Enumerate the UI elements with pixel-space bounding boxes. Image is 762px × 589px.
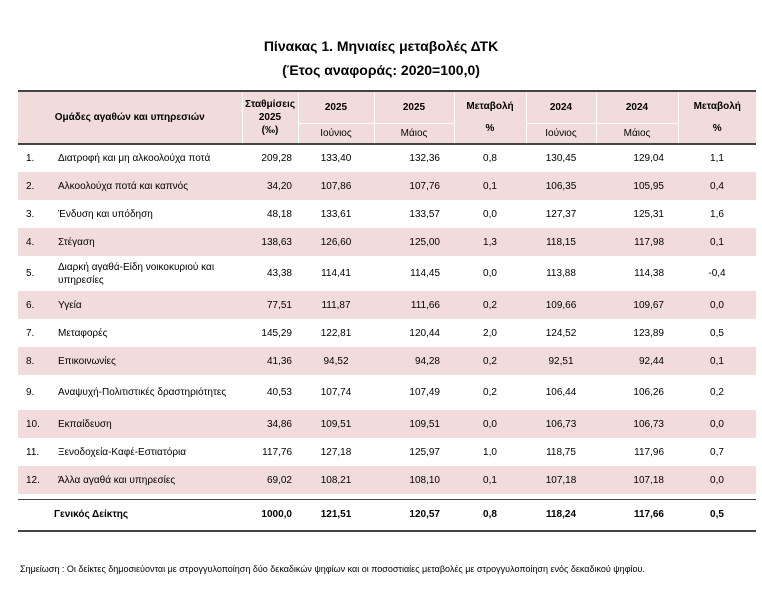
row-may-2025: 111,66: [374, 291, 454, 319]
table-row: [18, 200, 756, 228]
row-jun-2025: 133,40: [320, 153, 352, 164]
row-may-2025: 132,36: [409, 153, 440, 164]
row-label-cell: [18, 200, 242, 228]
row-label: Μεταφορές: [58, 327, 108, 339]
row-may-2025: 94,28: [374, 347, 454, 375]
row-jun-2025: 127,18: [320, 446, 352, 458]
row-jun-2025: 107,86: [298, 172, 374, 200]
row-may-2024: 106,73: [596, 410, 678, 438]
row-may-2024: 107,18: [596, 466, 678, 494]
row-number: 1.: [26, 153, 35, 164]
table-row: [18, 291, 756, 319]
total-may-2025: 120,57: [374, 499, 454, 531]
row-change-2024: 0,0: [678, 410, 756, 438]
row-jun-2025: 126,60: [298, 228, 374, 256]
row-may-2024: 129,04: [633, 153, 664, 164]
row-change-2025: 0,1: [454, 172, 526, 200]
header-weights-line2: 2025: [258, 112, 282, 123]
row-change-2024: -0,4: [708, 268, 726, 279]
footnote: Σημείωση : Οι δείκτες δημοσιεύονται με στρογγυλοποίηση δύο δεκαδικών ψηφίων και οι ποσοστιαίες μεταβολές με στρογγυλοποίηση ενός δεκαδικού ψηφίου.: [20, 564, 645, 574]
row-change-2025: 0,0: [483, 208, 497, 220]
total-jun-2025: 121,51: [298, 499, 374, 531]
table-row: [18, 144, 756, 172]
row-number: 11.: [26, 446, 40, 458]
header-change-2024-pct: %: [712, 122, 722, 134]
row-jun-2025: 107,74: [320, 387, 352, 398]
row-change-2025: 0,2: [454, 347, 526, 375]
row-change-2024: 0,2: [710, 387, 724, 398]
row-may-2024: 117,96: [634, 446, 664, 458]
row-change-2025: 0,0: [483, 268, 497, 279]
total-change-2024: 0,5: [678, 499, 756, 531]
row-change-2025: 1,3: [454, 228, 526, 256]
row-change-2024: 0,7: [710, 446, 724, 458]
table-row: [18, 256, 756, 291]
table-row: [18, 410, 756, 438]
header-change-2025-pct: %: [485, 122, 495, 134]
row-weight: 138,63: [242, 228, 298, 256]
row-number: 12.: [26, 474, 40, 486]
row-number: 10.: [26, 418, 40, 430]
row-may-2024: 123,89: [633, 327, 664, 339]
row-change-2024: 0,0: [678, 291, 756, 319]
row-weight: 77,51: [242, 291, 298, 319]
row-jun-2024: 92,51: [526, 347, 596, 375]
row-jun-2025: 133,61: [320, 208, 352, 220]
row-jun-2024: 106,35: [526, 172, 596, 200]
row-weight: 145,29: [261, 327, 292, 339]
row-change-2025: 0,2: [454, 291, 526, 319]
row-jun-2024: 130,45: [545, 153, 577, 164]
row-change-2025: 2,0: [483, 327, 497, 339]
row-label: Διαρκή αγαθά-Είδη νοικοκυριού και υπηρεσίες: [58, 261, 215, 286]
row-number: 8.: [26, 355, 35, 367]
row-may-2024: 106,26: [633, 387, 664, 398]
header-month-jun-2025: Ιούνιος: [298, 124, 374, 145]
row-label: Υγεία: [58, 299, 82, 311]
row-number: 4.: [26, 236, 35, 248]
row-may-2025: 108,10: [374, 466, 454, 494]
row-label-cell: [18, 438, 242, 466]
row-jun-2024: 106,44: [545, 387, 577, 398]
table-row: [18, 172, 756, 200]
row-change-2024: 1,6: [710, 208, 724, 220]
row-change-2024: 0,5: [710, 327, 724, 339]
header-weights-line3: (‰): [261, 125, 279, 136]
row-weight: 48,18: [266, 208, 292, 220]
header-month-may-2025: Μάιος: [374, 124, 454, 145]
header-change-2024: [678, 91, 756, 144]
cpi-table: [18, 90, 756, 532]
header-change-2025: [454, 91, 526, 144]
row-may-2025: 107,49: [409, 387, 440, 398]
row-label: Επικοινωνίες: [58, 355, 116, 367]
row-change-2024: 1,1: [710, 153, 724, 164]
row-jun-2025: 111,87: [298, 291, 374, 319]
table-row: [18, 228, 756, 256]
row-jun-2025: 114,41: [321, 268, 351, 279]
row-weight: 117,76: [262, 446, 292, 458]
row-may-2025: 133,57: [409, 208, 440, 220]
table-subtitle: (Έτος αναφοράς: 2020=100,0): [282, 62, 480, 78]
row-label-cell: [18, 256, 242, 291]
row-may-2024: 92,44: [596, 347, 678, 375]
row-label: Ξενοδοχεία-Καφέ-Εστιατόρια: [58, 446, 187, 458]
row-number: 9.: [26, 387, 35, 398]
row-change-2024: 0,1: [678, 347, 756, 375]
row-may-2024: 114,38: [634, 268, 664, 279]
row-label: Ένδυση και υπόδηση: [58, 208, 153, 220]
table-title: Πίνακας 1. Μηνιαίες μεταβολές ΔΤΚ: [263, 38, 499, 54]
row-number: 3.: [26, 208, 35, 220]
row-jun-2025: 94,52: [298, 347, 374, 375]
row-number: 2.: [26, 180, 35, 192]
total-may-2024: 117,66: [596, 499, 678, 531]
row-change-2025: 0,0: [454, 410, 526, 438]
header-year-2025-jun: 2025: [298, 91, 374, 124]
row-label-cell: [18, 375, 242, 410]
row-change-2024: 0,1: [678, 228, 756, 256]
row-change-2025: 0,1: [454, 466, 526, 494]
row-change-2025: 0,2: [483, 387, 497, 398]
total-weight: 1000,0: [242, 499, 298, 531]
row-weight: 209,28: [261, 153, 292, 164]
row-jun-2024: 118,15: [526, 228, 596, 256]
table-row: [18, 347, 756, 375]
row-label: Αναψυχή-Πολιτιστικές δραστηριότητες: [58, 387, 227, 398]
row-change-2024: 0,0: [678, 466, 756, 494]
row-may-2024: 117,98: [596, 228, 678, 256]
header-change-2024-label: Μεταβολή: [693, 100, 741, 112]
table-row: [18, 466, 756, 494]
header-year-2025-may: 2025: [374, 91, 454, 124]
row-label: Διατροφή και μη αλκοολούχα ποτά: [58, 153, 211, 164]
table-row: [18, 438, 756, 466]
row-number: 6.: [26, 299, 35, 311]
row-weight: 41,36: [242, 347, 298, 375]
row-label-cell: [18, 410, 242, 438]
row-jun-2024: 107,18: [526, 466, 596, 494]
row-may-2025: 109,51: [374, 410, 454, 438]
total-jun-2024: 118,24: [526, 499, 596, 531]
row-number: 5.: [26, 268, 35, 279]
row-change-2025: 1,0: [483, 446, 497, 458]
row-label-cell: [18, 347, 242, 375]
header-weights-line1: Σταθμίσεις: [244, 99, 296, 110]
row-jun-2024: 109,66: [526, 291, 596, 319]
total-label: Γενικός Δείκτης: [18, 499, 242, 531]
row-change-2024: 0,4: [678, 172, 756, 200]
row-may-2025: 114,45: [410, 268, 440, 279]
row-jun-2025: 109,51: [298, 410, 374, 438]
row-label-cell: [18, 228, 242, 256]
row-may-2024: 125,31: [633, 208, 664, 220]
row-jun-2024: 127,37: [545, 208, 577, 220]
row-label: Εκπαίδευση: [58, 418, 112, 430]
row-weight: 34,20: [242, 172, 298, 200]
row-weight: 69,02: [242, 466, 298, 494]
total-row: [18, 499, 756, 531]
row-weight: 43,38: [266, 268, 292, 279]
header-year-2024-may: 2024: [596, 91, 678, 124]
total-change-2025: 0,8: [454, 499, 526, 531]
table-header: [18, 91, 756, 144]
table-row: [18, 375, 756, 410]
row-jun-2024: 113,88: [546, 268, 576, 279]
row-jun-2024: 118,75: [546, 446, 576, 458]
row-label-cell: [18, 466, 242, 494]
row-may-2025: 107,76: [374, 172, 454, 200]
row-label-cell: [18, 319, 242, 347]
row-may-2025: 120,44: [409, 327, 440, 339]
row-jun-2025: 108,21: [298, 466, 374, 494]
header-year-2024-jun: 2024: [526, 91, 596, 124]
row-number: 7.: [26, 327, 35, 339]
row-label: Αλκοολούχα ποτά και καπνός: [58, 180, 189, 192]
row-may-2024: 109,67: [596, 291, 678, 319]
row-label-cell: [18, 144, 242, 172]
row-may-2024: 105,95: [596, 172, 678, 200]
row-weight: 34,86: [242, 410, 298, 438]
row-may-2025: 125,97: [409, 446, 440, 458]
header-month-jun-2024: Ιούνιος: [526, 124, 596, 145]
row-label-cell: [18, 291, 242, 319]
header-change-2025-label: Μεταβολή: [466, 100, 514, 112]
row-jun-2024: 124,52: [545, 327, 577, 339]
header-month-may-2024: Μάιος: [596, 124, 678, 145]
row-label: Άλλα αγαθά και υπηρεσίες: [58, 474, 176, 486]
table-row: [18, 319, 756, 347]
row-jun-2025: 122,81: [320, 327, 352, 339]
row-label-cell: [18, 172, 242, 200]
row-weight: 40,53: [266, 387, 292, 398]
row-may-2025: 125,00: [374, 228, 454, 256]
header-groups: Ομάδες αγαθών και υπηρεσιών: [18, 91, 242, 144]
row-jun-2024: 106,73: [526, 410, 596, 438]
row-label: Στέγαση: [58, 236, 95, 248]
row-change-2025: 0,8: [483, 153, 497, 164]
header-weights: [242, 91, 298, 144]
